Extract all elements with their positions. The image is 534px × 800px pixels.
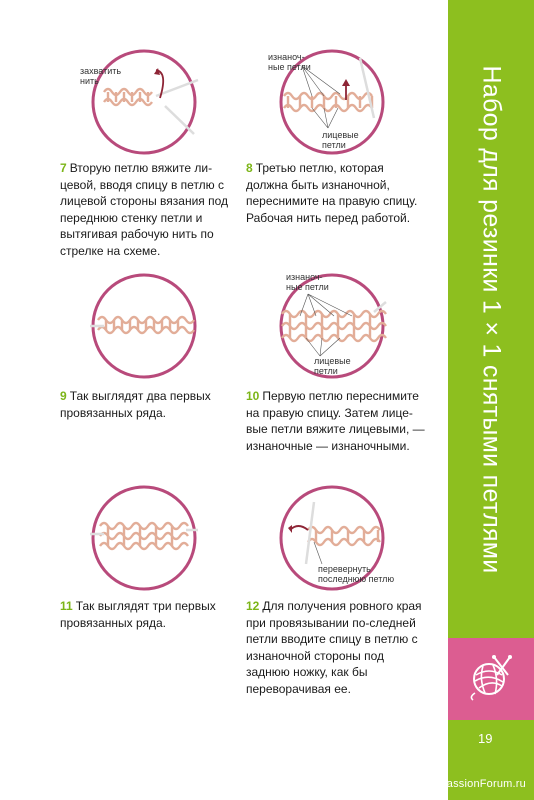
watermark: PassionForum.ru bbox=[439, 778, 526, 790]
label-line: перевернуть bbox=[318, 564, 371, 574]
step-text: Для получения ровного края при провязывании по-следней петли вводите спицу в петлю с изнаночной стороны под заднюю ножку, как бы переворачивая ее. bbox=[246, 599, 422, 696]
diagram-step-7 bbox=[80, 48, 198, 156]
step-text: Так выглядят три первых провязанных ряда. bbox=[60, 599, 216, 630]
step-10 bbox=[246, 388, 426, 454]
step-7 bbox=[60, 160, 240, 259]
step-9 bbox=[60, 388, 240, 421]
step-text: Третью петлю, которая должна быть изнаночной, переснимите на правую спицу. Рабочая нить перед работой. bbox=[246, 161, 418, 225]
sidebar-bottom-band bbox=[439, 756, 534, 800]
step-number: 8 bbox=[246, 161, 253, 175]
page-number: 19 bbox=[448, 720, 534, 756]
label-flip-last-loop bbox=[318, 564, 394, 584]
label-line: нить bbox=[80, 76, 99, 86]
sidebar-title-wrap bbox=[448, 0, 534, 638]
step-text: Так выглядят два первых провязанных ряда. bbox=[60, 389, 211, 420]
step-text: Первую петлю переснимите на правую спицу. Затем лице-вые петли вяжите лицевыми, — изнаночные — изнаночными. bbox=[246, 389, 425, 453]
chapter-title: Набор для резинки 1 × 1 снятыми петлями bbox=[477, 64, 506, 574]
label-line: петли bbox=[314, 366, 338, 376]
step-11 bbox=[60, 598, 240, 631]
step-number: 12 bbox=[246, 599, 260, 613]
label-purl-loops bbox=[268, 52, 311, 72]
step-8 bbox=[246, 160, 426, 226]
diagram-step-8 bbox=[268, 48, 386, 156]
step-12 bbox=[246, 598, 426, 697]
label-line: захватить bbox=[80, 66, 122, 76]
step-number: 7 bbox=[60, 161, 67, 175]
diagram-step-11 bbox=[90, 484, 198, 592]
step-text: Вторую петлю вяжите ли-цевой, вводя спицу в петлю с лицевой стороны вязания под переднюю стенку петли и вытягивая рабочую нить по стрелке на схеме. bbox=[60, 161, 229, 258]
step-number: 10 bbox=[246, 389, 260, 403]
label-grab-yarn bbox=[80, 66, 121, 86]
step-number: 9 bbox=[60, 389, 67, 403]
yarn-ball-icon bbox=[467, 653, 515, 701]
label-line: изнаноч- bbox=[286, 272, 323, 282]
label-knit-loops bbox=[314, 356, 351, 376]
label-line: изнаноч- bbox=[268, 52, 305, 62]
label-purl-loops bbox=[286, 272, 329, 292]
sidebar-pink-band bbox=[448, 638, 534, 720]
label-line: последнюю петлю bbox=[318, 574, 395, 584]
label-line: ные петли bbox=[286, 282, 329, 292]
diagram-step-12 bbox=[278, 484, 395, 592]
step-number: 11 bbox=[60, 599, 73, 613]
label-line: ные петли bbox=[268, 62, 311, 72]
label-knit-loops bbox=[322, 130, 359, 150]
diagram-step-9 bbox=[90, 272, 198, 380]
diagram-step-10 bbox=[278, 272, 386, 380]
label-line: лицевые bbox=[322, 130, 359, 140]
label-line: петли bbox=[322, 140, 346, 150]
label-line: лицевые bbox=[314, 356, 351, 366]
